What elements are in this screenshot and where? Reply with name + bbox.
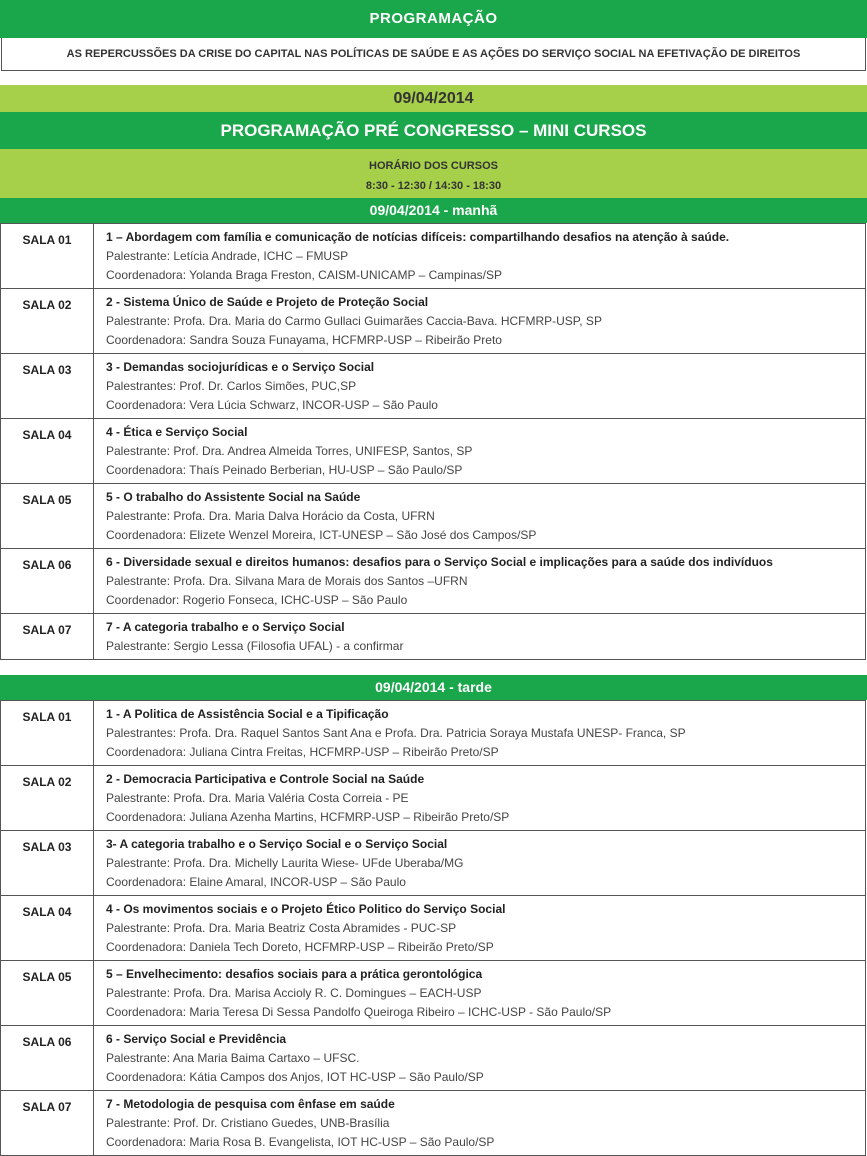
course-coordinator: Coordenadora: Yolanda Braga Freston, CAISM-UNICAMP – Campinas/SP xyxy=(106,268,502,282)
session-row xyxy=(1,701,866,766)
course-title: 2 - Democracia Participativa e Controle Social na Saúde xyxy=(106,772,425,786)
course-speaker: Palestrante: Prof. Dr. Cristiano Guedes, UNB-Brasília xyxy=(106,1116,390,1130)
course-title: 4 - Os movimentos sociais e o Projeto Ético Politico do Serviço Social xyxy=(106,902,506,916)
session-row xyxy=(1,354,866,419)
course-info xyxy=(94,224,866,289)
course-title: 4 - Ética e Serviço Social xyxy=(106,425,248,439)
session-row xyxy=(1,614,866,660)
schedule-date: 09/04/2014 xyxy=(0,85,867,112)
course-speaker: Palestrante: Profa. Dra. Marisa Accioly R. C. Domingues – EACH-USP xyxy=(106,986,482,1000)
course-info xyxy=(94,961,866,1026)
room-label: SALA 06 xyxy=(1,1026,94,1091)
course-title: 1 - A Politica de Assistência Social e a Tipificação xyxy=(106,707,389,721)
afternoon-table xyxy=(0,700,866,1156)
course-title: 6 - Serviço Social e Previdência xyxy=(106,1032,287,1046)
session-row xyxy=(1,419,866,484)
room-label: SALA 06 xyxy=(1,549,94,614)
course-coordinator: Coordenador: Rogerio Fonseca, ICHC-USP – São Paulo xyxy=(106,593,408,607)
course-coordinator: Coordenadora: Maria Rosa B. Evangelista, IOT HC-USP – São Paulo/SP xyxy=(106,1135,495,1149)
room-label: SALA 02 xyxy=(1,766,94,831)
course-speaker: Palestrante: Letícia Andrade, ICHC – FMUSP xyxy=(106,249,349,263)
course-title: 2 - Sistema Único de Saúde e Projeto de Proteção Social xyxy=(106,295,429,309)
course-info xyxy=(94,896,866,961)
morning-heading: 09/04/2014 - manhã xyxy=(0,198,867,223)
course-info xyxy=(94,289,866,354)
session-row xyxy=(1,224,866,289)
course-coordinator: Coordenadora: Juliana Cintra Freitas, HCFMRP-USP – Ribeirão Preto/SP xyxy=(106,745,499,759)
course-info xyxy=(94,1026,866,1091)
session-row xyxy=(1,896,866,961)
page-title: PROGRAMAÇÃO xyxy=(0,0,867,38)
course-info xyxy=(94,419,866,484)
course-speaker: Palestrante: Profa. Dra. Michelly Laurita Wiese- UFde Uberaba/MG xyxy=(106,856,464,870)
course-title: 6 - Diversidade sexual e direitos humanos: desafios para o Serviço Social e implicações para a saúde dos indivíduos xyxy=(106,555,773,569)
session-row xyxy=(1,961,866,1026)
course-info xyxy=(94,484,866,549)
session-row xyxy=(1,1091,866,1156)
course-title: 7 - A categoria trabalho e o Serviço Social xyxy=(106,620,345,634)
morning-table xyxy=(0,223,866,660)
course-coordinator: Coordenadora: Elizete Wenzel Moreira, ICT-UNESP – São José dos Campos/SP xyxy=(106,528,537,542)
pre-congress-heading: PROGRAMAÇÃO PRÉ CONGRESSO – MINI CURSOS xyxy=(0,112,867,149)
session-row xyxy=(1,766,866,831)
session-row xyxy=(1,484,866,549)
course-speaker: Palestrante: Profa. Dra. Silvana Mara de Morais dos Santos –UFRN xyxy=(106,574,468,588)
course-info xyxy=(94,1091,866,1156)
session-row xyxy=(1,1026,866,1091)
course-title: 3 - Demandas sociojurídicas e o Serviço Social xyxy=(106,360,375,374)
course-coordinator: Coordenadora: Thaís Peinado Berberian, HU-USP – São Paulo/SP xyxy=(106,463,463,477)
room-label: SALA 01 xyxy=(1,701,94,766)
session-row xyxy=(1,831,866,896)
course-speaker: Palestrante: Prof. Dra. Andrea Almeida Torres, UNIFESP, Santos, SP xyxy=(106,444,473,458)
room-label: SALA 04 xyxy=(1,896,94,961)
course-hours-value: 8:30 - 12:30 / 14:30 - 18:30 xyxy=(365,180,502,192)
event-theme: AS REPERCUSSÕES DA CRISE DO CAPITAL NAS POLÍTICAS DE SAÚDE E AS AÇÕES DO SERVIÇO SOCIAL NA EFETIVAÇÃO DE DIREITOS xyxy=(1,38,866,71)
course-speaker: Palestrante: Profa. Dra. Maria do Carmo Gullaci Guimarães Caccia-Bava. HCFMRP-USP, SP xyxy=(106,314,602,328)
course-info xyxy=(94,549,866,614)
course-info xyxy=(94,831,866,896)
course-coordinator: Coordenadora: Vera Lúcia Schwarz, INCOR-USP – São Paulo xyxy=(106,398,438,412)
course-title: 3- A categoria trabalho e o Serviço Social e o Serviço Social xyxy=(106,837,448,851)
course-info xyxy=(94,354,866,419)
course-speaker: Palestrante: Sergio Lessa (Filosofia UFAL) - a confirmar xyxy=(106,639,404,653)
room-label: SALA 07 xyxy=(1,614,94,660)
course-speaker: Palestrante: Profa. Dra. Maria Dalva Horácio da Costa, UFRN xyxy=(106,509,435,523)
room-label: SALA 02 xyxy=(1,289,94,354)
room-label: SALA 07 xyxy=(1,1091,94,1156)
course-speaker: Palestrantes: Prof. Dr. Carlos Simões, PUC,SP xyxy=(106,379,357,393)
course-info xyxy=(94,766,866,831)
course-coordinator: Coordenadora: Kátia Campos dos Anjos, IOT HC-USP – São Paulo/SP xyxy=(106,1070,484,1084)
course-title: 5 – Envelhecimento: desafios sociais para a prática gerontológica xyxy=(106,967,483,981)
session-row xyxy=(1,289,866,354)
course-hours-label: HORÁRIO DOS CURSOS xyxy=(369,160,498,172)
course-coordinator: Coordenadora: Juliana Azenha Martins, HCFMRP-USP – Ribeirão Preto/SP xyxy=(106,810,510,824)
room-label: SALA 05 xyxy=(1,961,94,1026)
room-label: SALA 03 xyxy=(1,354,94,419)
course-speaker: Palestrantes: Profa. Dra. Raquel Santos Sant Ana e Profa. Dra. Patricia Soraya Mustafa UNESP- Franca, SP xyxy=(106,726,686,740)
course-coordinator: Coordenadora: Elaine Amaral, INCOR-USP – São Paulo xyxy=(106,875,406,889)
room-label: SALA 03 xyxy=(1,831,94,896)
afternoon-heading: 09/04/2014 - tarde xyxy=(0,675,867,700)
course-speaker: Palestrante: Profa. Dra. Maria Valéria Costa Correia - PE xyxy=(106,791,409,805)
course-title: 7 - Metodologia de pesquisa com ênfase em saúde xyxy=(106,1097,395,1111)
session-row xyxy=(1,549,866,614)
room-label: SALA 04 xyxy=(1,419,94,484)
course-title: 5 - O trabalho do Assistente Social na Saúde xyxy=(106,490,361,504)
course-hours xyxy=(0,149,867,198)
course-speaker: Palestrante: Profa. Dra. Maria Beatriz Costa Abramides - PUC-SP xyxy=(106,921,457,935)
room-label: SALA 05 xyxy=(1,484,94,549)
course-coordinator: Coordenadora: Daniela Tech Doreto, HCFMRP-USP – Ribeirão Preto/SP xyxy=(106,940,494,954)
course-info xyxy=(94,614,866,660)
course-title: 1 – Abordagem com família e comunicação de notícias difíceis: compartilhando desafios na atenção à saúde. xyxy=(106,230,730,244)
course-coordinator: Coordenadora: Sandra Souza Funayama, HCFMRP-USP – Ribeirão Preto xyxy=(106,333,502,347)
course-info xyxy=(94,701,866,766)
room-label: SALA 01 xyxy=(1,224,94,289)
course-coordinator: Coordenadora: Maria Teresa Di Sessa Pandolfo Queiroga Ribeiro – ICHC-USP - São Paulo/SP xyxy=(106,1005,612,1019)
course-speaker: Palestrante: Ana Maria Baima Cartaxo – UFSC. xyxy=(106,1051,360,1065)
